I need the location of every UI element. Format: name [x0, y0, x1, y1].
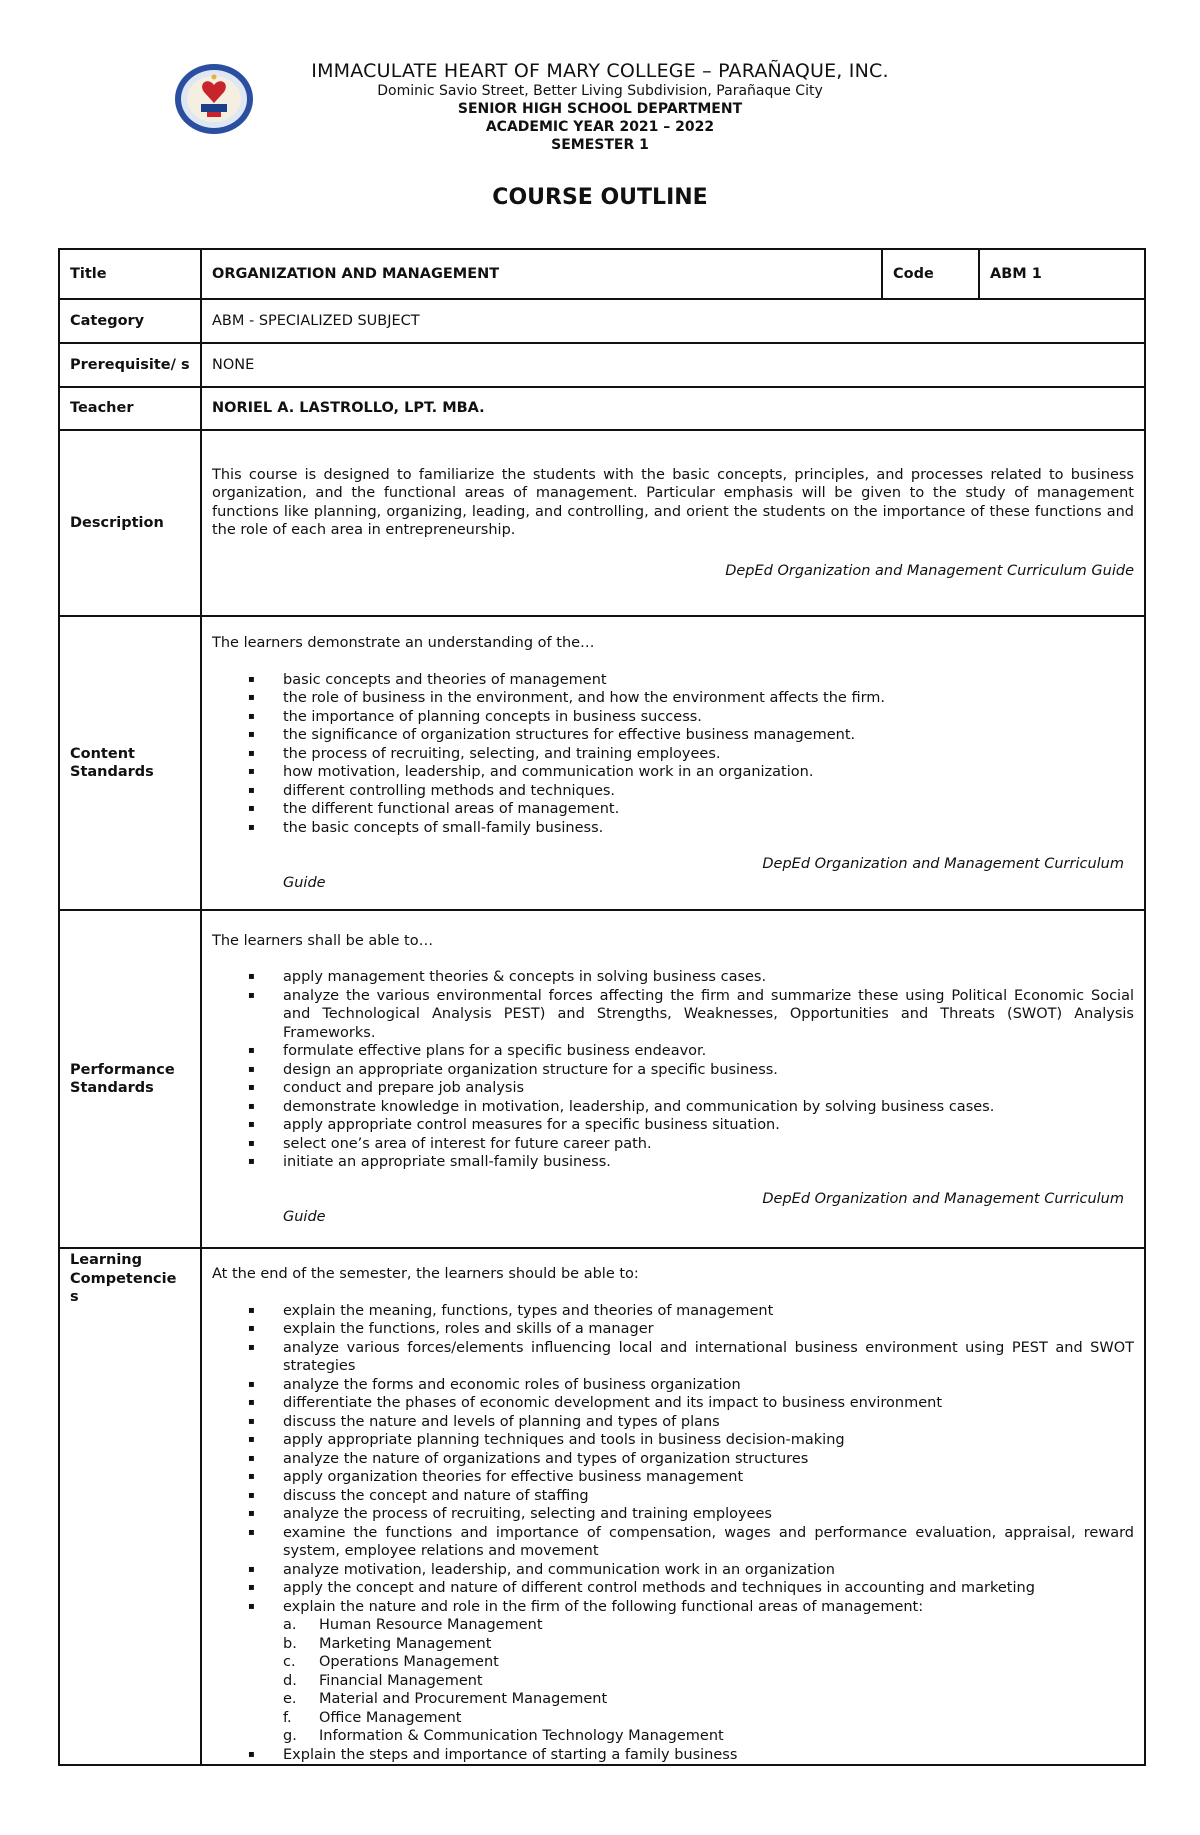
sub-list-marker: d. — [283, 1672, 297, 1689]
sub-list-marker: f. — [283, 1709, 292, 1726]
list-item: ▪ basic concepts and theories of management — [212, 671, 1134, 690]
course-prerequisites: NONE — [201, 343, 1145, 387]
list-item: ▪ analyze various forces/elements influencing local and international business environment using PEST and SWOT strategies — [212, 1339, 1134, 1376]
sub-list-text: Operations Management — [319, 1654, 499, 1670]
performance-standards-cell — [201, 910, 1145, 1248]
performance-standards-source: DepEd Organization and Management Curriculum — [762, 1190, 1124, 1207]
content-standards-cell — [201, 616, 1145, 910]
label-content-standards: Content Standards — [59, 616, 201, 910]
row-description — [59, 430, 1145, 616]
course-title: ORGANIZATION AND MANAGEMENT — [201, 249, 882, 299]
list-item: ▪ discuss the nature and levels of planning and types of plans — [212, 1413, 1134, 1432]
learning-competencies-cell — [201, 1248, 1145, 1765]
list-item: ▪ how motivation, leadership, and communication work in an organization. — [212, 763, 1134, 782]
list-item: ▪ explain the meaning, functions, types and theories of management — [212, 1302, 1134, 1321]
course-code: ABM 1 — [979, 249, 1145, 299]
list-item: ▪ conduct and prepare job analysis — [212, 1079, 1134, 1098]
list-item: ▪ analyze the process of recruiting, selecting and training employees — [212, 1505, 1134, 1524]
list-item: ▪ select one’s area of interest for future career path. — [212, 1135, 1134, 1154]
row-teacher — [59, 387, 1145, 430]
performance-standards-intro: The learners shall be able to… — [212, 932, 434, 949]
list-item: ▪ design an appropriate organization structure for a specific business. — [212, 1061, 1134, 1080]
list-item: ▪ analyze the various environmental forces affecting the firm and summarize these using Political Economic Social and Technological Analysis PEST) and Strengths, Weaknesses, Opportunities and Threats (SWOT) Analysis Frameworks. — [212, 987, 1134, 1043]
sub-list-text: Office Management — [319, 1709, 462, 1726]
sub-list-marker: a. — [283, 1617, 297, 1633]
label-code: Code — [882, 249, 979, 299]
list-item: ▪ discuss the concept and nature of staffing — [212, 1487, 1134, 1506]
content-standards-source: DepEd Organization and Management Curriculum — [762, 856, 1124, 872]
label-title: Title — [59, 249, 201, 299]
sub-list-item — [283, 1616, 1134, 1635]
sub-list-marker: c. — [283, 1654, 296, 1670]
row-category — [59, 299, 1145, 343]
row-title — [59, 249, 1145, 299]
list-item: ▪ apply management theories & concepts in solving business cases. — [212, 968, 1134, 987]
description-cell — [201, 430, 1145, 616]
list-item: ▪ explain the functions, roles and skills of a manager — [212, 1320, 1134, 1339]
sub-list-text: Material and Procurement Management — [319, 1691, 608, 1707]
list-item: ▪ the significance of organization structures for effective business management. — [212, 726, 1134, 745]
sub-list-item — [283, 1635, 1134, 1654]
list-item: ▪ the different functional areas of management. — [212, 800, 1134, 819]
course-category: ABM - SPECIALIZED SUBJECT — [201, 299, 1145, 343]
list-item: ▪ formulate effective plans for a specific business endeavor. — [212, 1042, 1134, 1061]
sub-list-marker: b. — [283, 1635, 297, 1652]
performance-standards-list — [212, 968, 1134, 1172]
semester: SEMESTER 1 — [551, 137, 649, 153]
list-item: ▪ apply the concept and nature of different control methods and techniques in accounting and marketing — [212, 1579, 1134, 1598]
sub-list-text: Financial Management — [319, 1672, 483, 1689]
label-performance-standards: Performance Standards — [59, 910, 201, 1248]
label-category: Category — [59, 299, 201, 343]
list-item — [212, 1598, 1134, 1746]
sub-list-text: Marketing Management — [319, 1635, 492, 1652]
content-standards-intro: The learners demonstrate an understanding of the… — [212, 635, 595, 651]
content-standards-list — [212, 671, 1134, 838]
list-item: ▪ Explain the steps and importance of starting a family business — [212, 1746, 1134, 1765]
row-prerequisites — [59, 343, 1145, 387]
course-teacher: NORIEL A. LASTROLLO, LPT. MBA. — [201, 387, 1145, 430]
school-name: IMMACULATE HEART OF MARY COLLEGE – PARAÑAQUE, INC. — [311, 60, 889, 82]
list-item: ▪ the basic concepts of small-family business. — [212, 819, 1134, 838]
list-item: ▪ initiate an appropriate small-family business. — [212, 1153, 1134, 1172]
list-item: ▪ analyze the nature of organizations and types of organization structures — [212, 1450, 1134, 1469]
school-address: Dominic Savio Street, Better Living Subdivision, Parañaque City — [377, 83, 823, 99]
label-teacher: Teacher — [59, 387, 201, 430]
sub-list-item — [283, 1690, 1134, 1709]
list-item-text: explain the nature and role in the firm of the following functional areas of management: — [283, 1598, 924, 1615]
academic-year: ACADEMIC YEAR 2021 – 2022 — [485, 119, 715, 135]
sub-list-marker: g. — [283, 1728, 297, 1744]
functional-areas-list — [283, 1616, 1134, 1746]
label-learning-competencies: Learning Competencie s — [59, 1248, 201, 1765]
row-performance-standards — [59, 910, 1145, 1248]
sub-list-text: Information & Communication Technology Management — [319, 1728, 724, 1744]
list-item: ▪ the process of recruiting, selecting, and training employees. — [212, 745, 1134, 764]
row-content-standards — [59, 616, 1145, 910]
sub-list-item — [283, 1653, 1134, 1672]
learning-competencies-intro: At the end of the semester, the learners should be able to: — [212, 1266, 639, 1282]
content-standards-source-guide: Guide — [283, 874, 326, 891]
sub-list-marker: e. — [283, 1691, 297, 1707]
learning-competencies-list — [212, 1302, 1134, 1765]
row-learning-competencies — [59, 1248, 1145, 1765]
performance-standards-source-guide: Guide — [283, 1209, 326, 1225]
department: SENIOR HIGH SCHOOL DEPARTMENT — [457, 101, 743, 117]
description-text: This course is designed to familiarize the students with the basic concepts, principles, and processes related to business organization, and the functional areas of management. Particular emphasis will be given to the study of management functions like planning, organizing, leading, and controlling, and orient the students on the importance of these functions and the role of each area in entrepreneurship. — [212, 466, 1134, 539]
label-prerequisites: Prerequisite/ s — [59, 343, 201, 387]
list-item: ▪ apply appropriate control measures for a specific business situation. — [212, 1116, 1134, 1135]
list-item: ▪ analyze the forms and economic roles of business organization — [212, 1376, 1134, 1395]
list-item: ▪ the importance of planning concepts in business success. — [212, 708, 1134, 727]
list-item: ▪ examine the functions and importance of compensation, wages and performance evaluation, appraisal, reward system, employee relations and movement — [212, 1524, 1134, 1561]
label-description: Description — [59, 430, 201, 616]
sub-list-item — [283, 1672, 1134, 1691]
list-item: ▪ different controlling methods and techniques. — [212, 782, 1134, 801]
document-header — [0, 60, 1200, 154]
sub-list-text: Human Resource Management — [319, 1617, 543, 1633]
page-title: COURSE OUTLINE — [492, 185, 708, 210]
list-item: ▪ apply appropriate planning techniques and tools in business decision-making — [212, 1431, 1134, 1450]
list-item: ▪ demonstrate knowledge in motivation, leadership, and communication by solving business cases. — [212, 1098, 1134, 1117]
list-item: ▪ apply organization theories for effective business management — [212, 1468, 1134, 1487]
list-item: ▪ analyze motivation, leadership, and communication work in an organization — [212, 1561, 1134, 1580]
course-outline-table — [58, 248, 1146, 1766]
sub-list-item — [283, 1727, 1134, 1746]
list-item: ▪ differentiate the phases of economic development and its impact to business environment — [212, 1394, 1134, 1413]
description-source: DepEd Organization and Management Curriculum Guide — [725, 562, 1134, 579]
list-item: ▪ the role of business in the environment, and how the environment affects the firm. — [212, 689, 1134, 708]
sub-list-item — [283, 1709, 1134, 1728]
